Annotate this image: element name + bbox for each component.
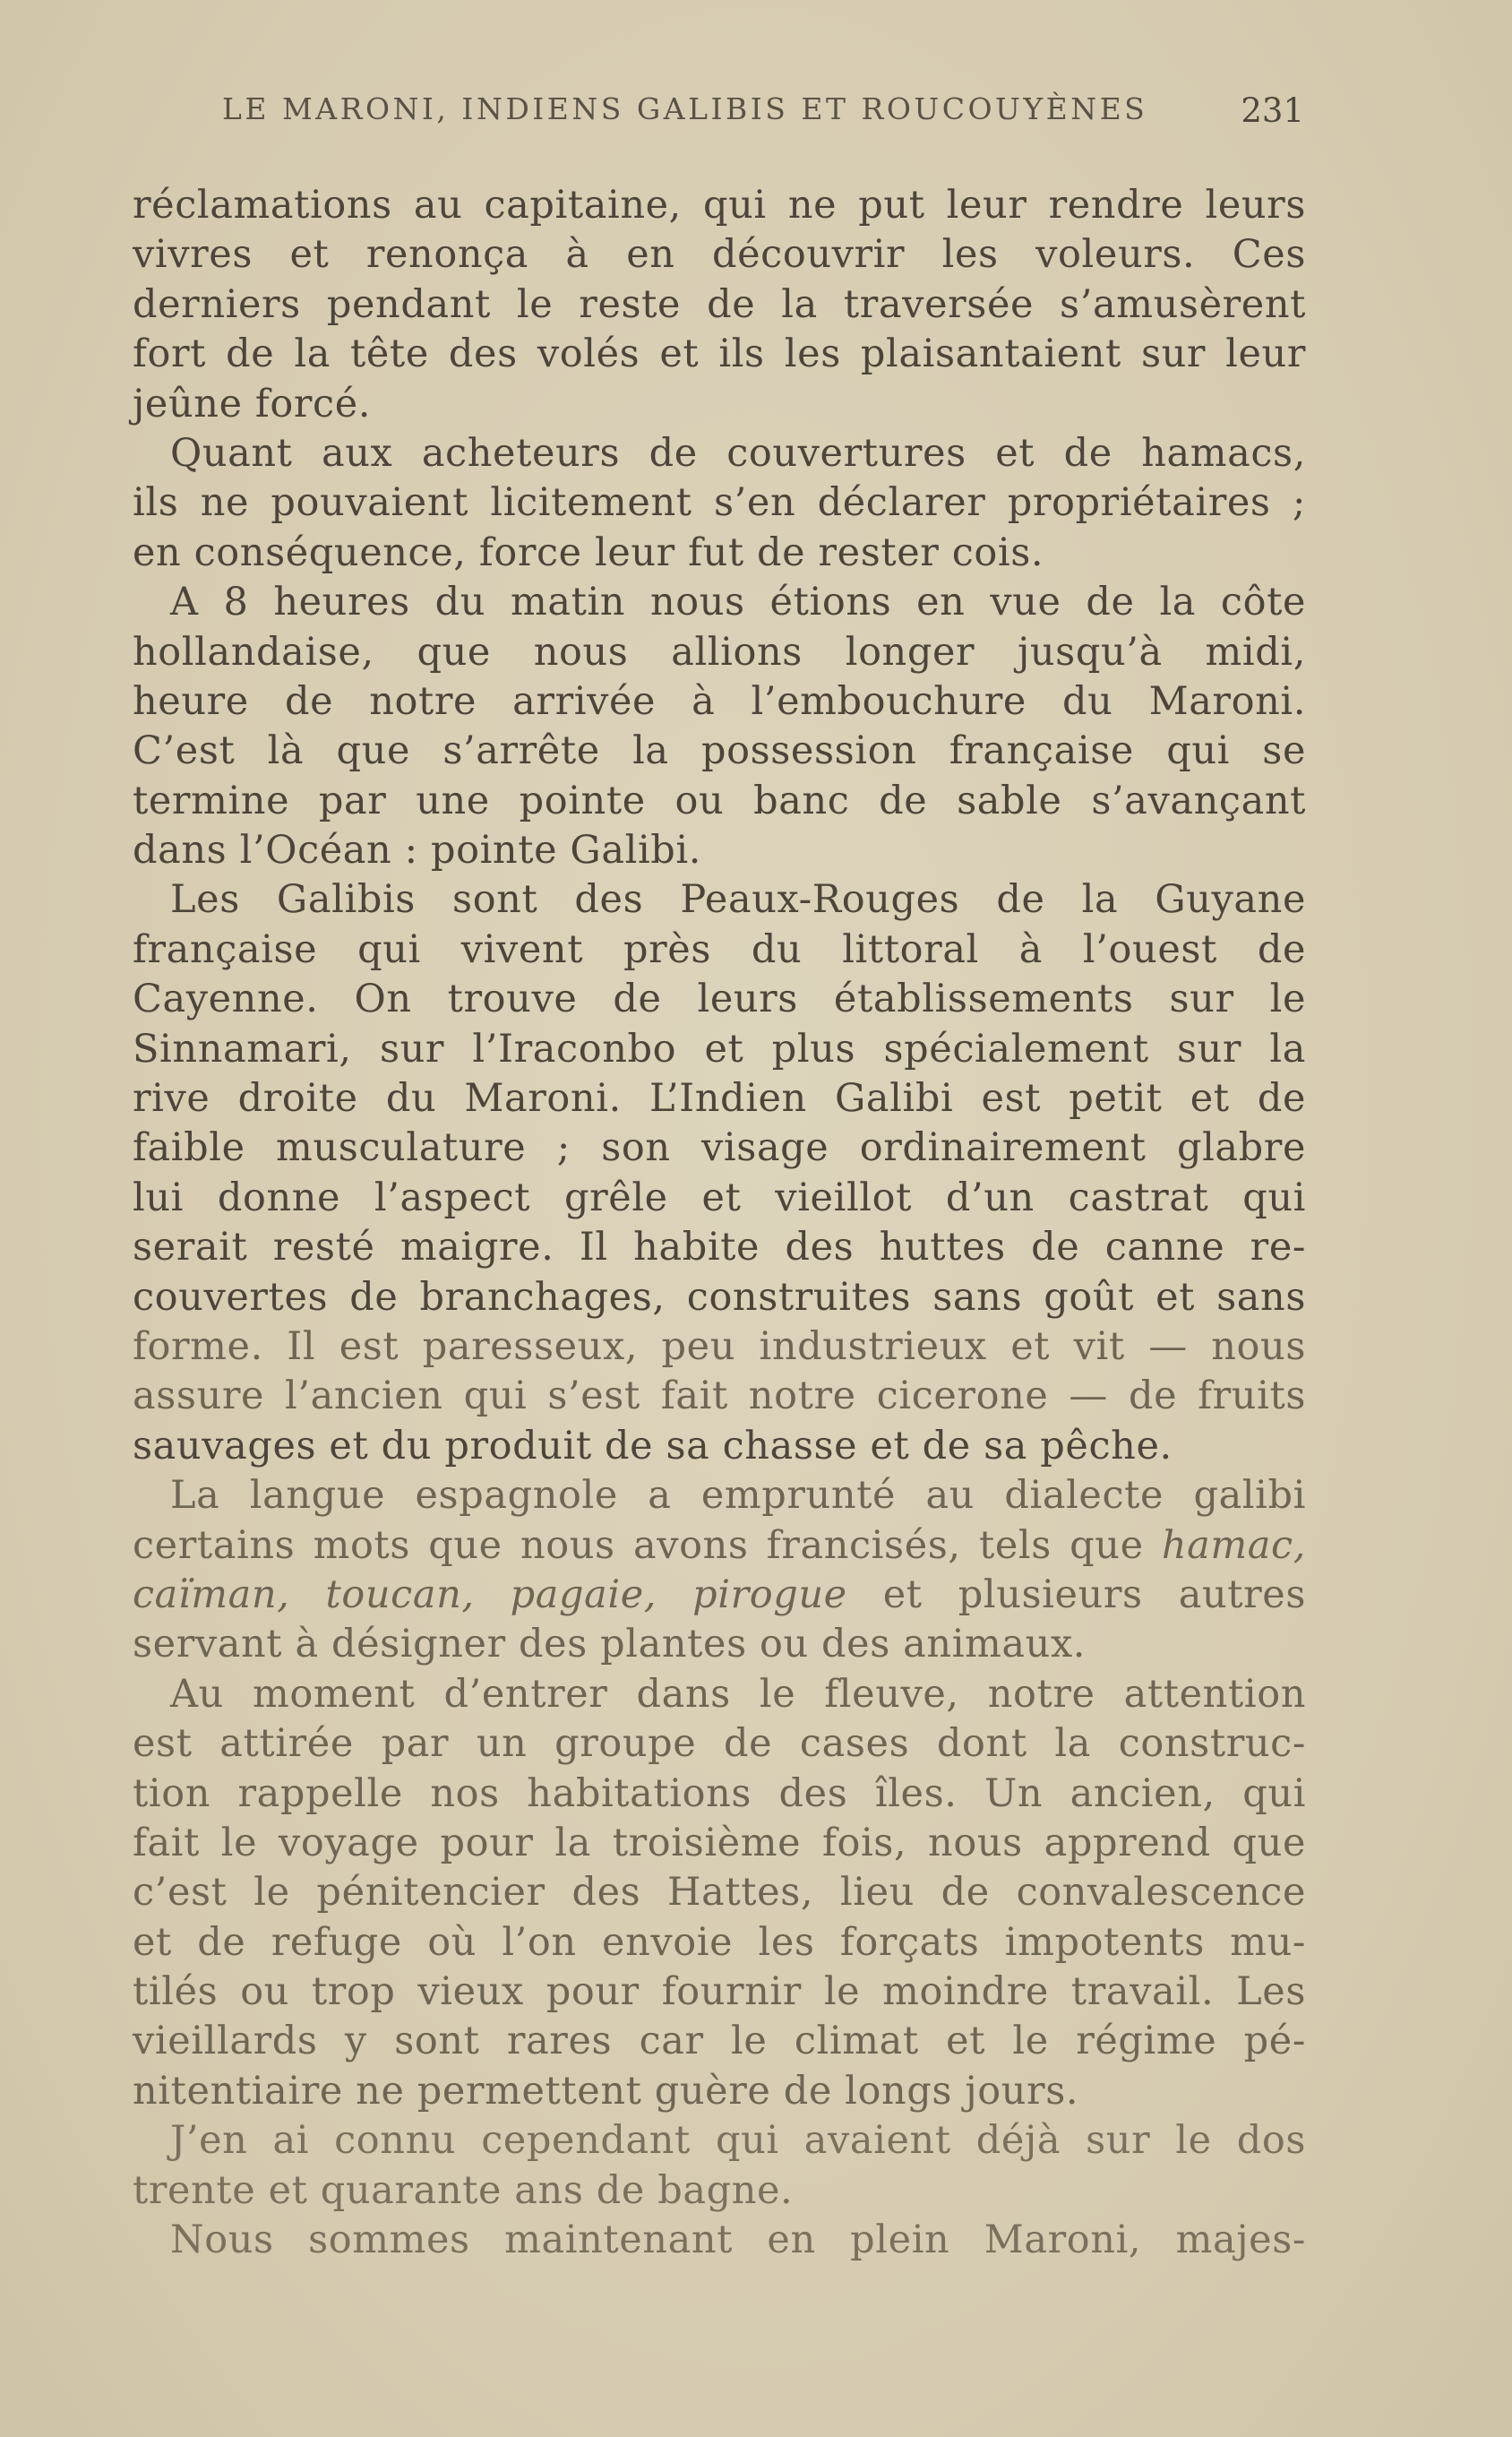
text-line: tion rappelle nos habitations des îles. Un ancien, qui	[133, 1770, 1306, 1816]
page-header	[222, 91, 1304, 136]
body-text	[133, 181, 1306, 2265]
text-line: et de refuge où l’on envoie les forçats impotents mu-	[133, 1919, 1306, 1965]
text-line: trente et quarante ans de bagne.	[133, 2167, 794, 2213]
text-line: A 8 heures du matin nous étions en vue de la côte	[170, 580, 1306, 625]
text-line: derniers pendant le reste de la traversée s’amusèrent	[133, 281, 1306, 327]
text-line: française qui vivent près du littoral à l’ouest de	[133, 926, 1306, 972]
text-line: fort de la tête des volés et ils les plaisantaient sur leur	[133, 332, 1306, 377]
text-line: vivres et renonça à en découvrir les voleurs. Ces	[133, 232, 1306, 278]
text-line: fait le voyage pour la troisième fois, nous apprend que	[133, 1820, 1306, 1865]
text-line: serait resté maigre. Il habite des huttes de canne re-	[133, 1225, 1306, 1270]
text-line: Cayenne. On trouve de leurs établissements sur le	[133, 977, 1306, 1022]
running-head: LE MARONI, INDIENS GALIBIS ET ROUCOUYÈNES	[222, 91, 1148, 126]
text-line: en conséquence, force leur fut de rester cois.	[133, 530, 1044, 575]
text-line: sauvages et du produit de sa chasse et de sa pêche.	[133, 1423, 1173, 1468]
text-segment: certains mots que nous avons francisés, tels que	[133, 1522, 1144, 1568]
text-line: termine par une pointe ou banc de sable s’avançant	[133, 778, 1306, 823]
text-segment: et plusieurs autres	[882, 1572, 1306, 1617]
page-number: 231	[1241, 91, 1304, 130]
text-line: C’est là que s’arrête la possession française qui se	[133, 728, 1306, 774]
text-line: faible musculature ; son visage ordinairement glabre	[133, 1125, 1306, 1171]
text-line: hollandaise, que nous allions longer jusqu’à midi,	[133, 629, 1306, 675]
text-line: jeûne forcé.	[133, 381, 372, 426]
text-line: Nous sommes maintenant en plein Maroni, majes-	[170, 2217, 1306, 2263]
text-line: forme. Il est paresseux, peu industrieux et vit — nous	[133, 1323, 1306, 1369]
text-line: servant à désigner des plantes ou des animaux.	[133, 1622, 1087, 1667]
text-line: Les Galibis sont des Peaux-Rouges de la Guyane	[170, 877, 1306, 923]
italic-word: hamac,	[1161, 1522, 1306, 1568]
text-line: nitentiaire ne permettent guère de longs jours.	[133, 2068, 1079, 2114]
text-line: La langue espagnole a emprunté au dialecte galibi	[170, 1473, 1306, 1519]
text-line: couvertes de branchages, construites sans goût et sans	[133, 1274, 1306, 1320]
text-line-with-italic	[133, 1571, 1306, 1620]
text-line-with-italic	[133, 1521, 1306, 1571]
text-line: assure l’ancien qui s’est fait notre cicerone — de fruits	[133, 1374, 1306, 1419]
text-line: Au moment d’entrer dans le fleuve, notre attention	[170, 1671, 1306, 1717]
text-line: lui donne l’aspect grêle et vieillot d’un castrat qui	[133, 1175, 1306, 1220]
text-line: Sinnamari, sur l’Iraconbo et plus spécialement sur la	[133, 1026, 1306, 1072]
text-line: rive droite du Maroni. L’Indien Galibi est petit et de	[133, 1076, 1306, 1122]
text-line: Quant aux acheteurs de couvertures et de hamacs,	[170, 430, 1306, 476]
text-line: J’en ai connu cependant qui avaient déjà sur le dos	[170, 2118, 1306, 2164]
text-line: ils ne pouvaient licitement s’en déclarer propriétaires ;	[133, 480, 1306, 526]
text-line: heure de notre arrivée à l’embouchure du Maroni.	[133, 678, 1306, 724]
text-line: dans l’Océan : pointe Galibi.	[133, 828, 702, 874]
text-line: tilés ou trop vieux pour fournir le moindre travail. Les	[133, 1969, 1306, 2015]
italic-words: caïman, toucan, pagaie, pirogue	[133, 1572, 847, 1617]
text-line: est attirée par un groupe de cases dont la construc-	[133, 1721, 1306, 1767]
text-line: vieillards y sont rares car le climat et le régime pé-	[133, 2019, 1306, 2064]
text-line: c’est le pénitencier des Hattes, lieu de convalescence	[133, 1870, 1306, 1916]
text-line: réclamations au capitaine, qui ne put leur rendre leurs	[133, 183, 1306, 228]
